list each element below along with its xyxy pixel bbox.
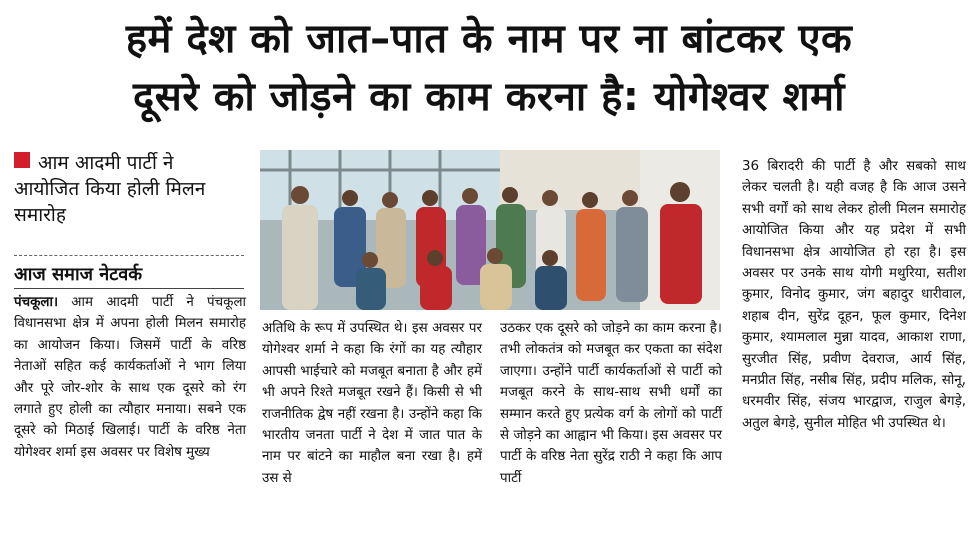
headline-line-2: दूसरे को जोड़ने का काम करना है: योगेश्वर शर्मा [133,74,845,120]
event-photo [260,150,720,310]
divider [14,255,244,256]
headline [0,10,978,126]
subheadline-text: आम आदमी पार्टी ने आयोजित किया होली मिलन समारोह [14,152,206,226]
red-square-bullet-icon [14,152,30,168]
article-column-1 [14,292,246,463]
headline-line-1: हमें देश को जात–पात के नाम पर ना बांटकर एक [125,16,853,62]
article-column-4: 36 बिरादरी की पार्टी है और सबको साथ लेकर चलती है। यही वजह है कि आज उसने सभी वर्गों को साथ लेकर होली मिलन समारोह आयोजित किया और यह प्रदेश में सभी विधानसभा क्षेत्र आयोजित हो रहा है। इस अवसर पर उनके साथ योगी मथुरिया, सतीश कुमार, विनोद कुमार, जंग बहादुर धारीवाल, शहाब दीन, सुरेंद्र दूहन, फूल कुमार, दिनेश कुमार, श्यामलाल मुन्ना यादव, आकाश राणा, सुरजीत सिंह, प्रवीण देवराज, आर्य सिंह, मनप्रीत सिंह, नसीब सिंह, प्रदीप मलिक, सोनू, धरमवीर सिंह, संजय भारद्वाज, राजुल बेगड़े, अतुल बेगड़े, सुनील मोहित भी उपस्थित थे। [742,159,966,431]
group-photo-illustration [260,150,720,310]
byline: आज समाज नेटवर्क [14,262,244,289]
article-column-3: उठकर एक दूसरे को जोड़ने का काम करना है। तभी लोकतंत्र को मजबूत कर एकता का संदेश जाएगा। उन्होंने पार्टी कार्यकर्ताओं से पार्टी को मजबूत करने के साथ-साथ सभी धर्मों का सम्मान करते हुए प्रत्येक वर्ग के लोगों को पार्टी से जोड़ने का आह्वान भी किया। इस अवसर पर पार्टी के वरिष्ठ नेता सुरेंद्र राठी ने कहा कि आप पार्टी [500,321,722,486]
dateline-place: पंचकूला। [14,295,59,310]
article-column-2: अतिथि के रूप में उपस्थित थे। इस अवसर पर योगेश्वर शर्मा ने कहा कि रंगों का यह त्यौहार आपसी भाईचारे को मजबूत बनाता है और हमें भी अपने रिश्ते मजबूत रखने हैं। किसी से भी राजनीतिक द्वेष नहीं रखना है। उन्होंने कहा कि भारतीय जनता पार्टी ने देश में जात पात के नाम पर बांटने का माहौल बना रखा है। हमें उस से [262,321,482,486]
subheadline [14,150,244,228]
article-column-1-text: आम आदमी पार्टी ने पंचकूला विधानसभा क्षेत्र में अपना होली मिलन समारोह का आयोजन किया। जिसमें पार्टी के वरिष्ठ नेताओं सहित कई कार्यकर्ताओं ने भाग लिया और पूरे जोर-शोर के साथ एक दूसरे को रंग लगाते हुए होली का त्यौहार मनाया। सबने एक दूसरे को मिठाई खिलाई। पार्टी के वरिष्ठ नेता योगेश्वर शर्मा इस अवसर पर विशेष मुख्य [14,295,246,460]
